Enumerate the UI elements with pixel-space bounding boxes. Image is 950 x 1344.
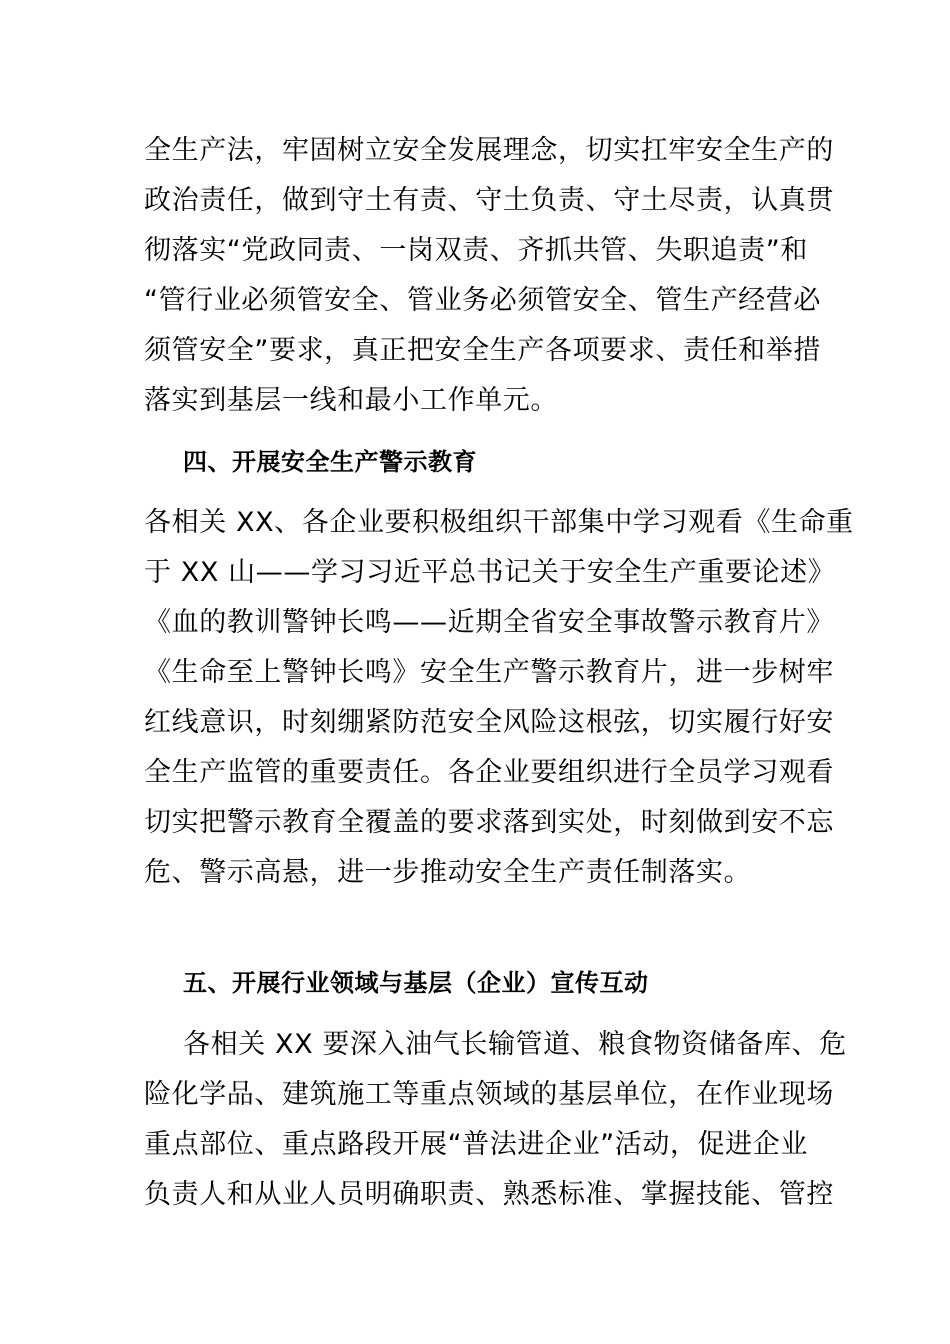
paragraph-line: “管行业必须管安全、管业务必须管安全、管生产经营必 [144, 285, 821, 316]
paragraph-line: 于 XX 山——学习习近平总书记关于安全生产重要论述》 [144, 557, 836, 588]
paragraph-line: 全生产法，牢固树立安全发展理念，切实扛牢安全生产的 [144, 135, 834, 166]
paragraph-line: 全生产监管的重要责任。各企业要组织进行全员学习观看 [144, 757, 834, 788]
paragraph-line: 危、警示高悬，进一步推动安全生产责任制落实。 [144, 857, 752, 888]
paragraph-line: 政治责任，做到守土有责、守土负责、守土尽责，认真贯 [144, 185, 834, 216]
paragraph-line: 负责人和从业人员明确职责、熟悉标准、掌握技能、管控 [144, 1179, 834, 1210]
paragraph-line: 重点部位、重点路段开展“普法进企业”活动，促进企业 [144, 1129, 808, 1160]
paragraph-line: 《生命至上警钟长鸣》安全生产警示教育片，进一步树牢 [144, 657, 834, 688]
paragraph-line: 落实到基层一线和最小工作单元。 [144, 385, 558, 416]
paragraph-line: 险化学品、建筑施工等重点领域的基层单位，在作业现场 [144, 1079, 834, 1110]
section-heading-4: 四、开展安全生产警示教育 [183, 448, 477, 476]
paragraph-line: 红线意识，时刻绷紧防范安全风险这根弦，切实履行好安 [144, 707, 834, 738]
paragraph-line: 彻落实“党政同责、一岗双责、齐抓共管、失职追责”和 [144, 235, 808, 266]
paragraph-line: 须管安全”要求，真正把安全生产各项要求、责任和举措 [144, 335, 821, 366]
paragraph-line: 各相关 XX、各企业要积极组织干部集中学习观看《生命重 [144, 507, 854, 538]
paragraph-line: 《血的教训警钟长鸣——近期全省安全事故警示教育片》 [144, 607, 834, 638]
paragraph-line: 切实把警示教育全覆盖的要求落到实处，时刻做到安不忘 [144, 807, 834, 838]
paragraph-line: 各相关 XX 要深入油气长输管道、粮食物资储备库、危 [183, 1029, 847, 1060]
section-heading-5: 五、开展行业领域与基层（企业）宣传互动 [183, 969, 649, 997]
